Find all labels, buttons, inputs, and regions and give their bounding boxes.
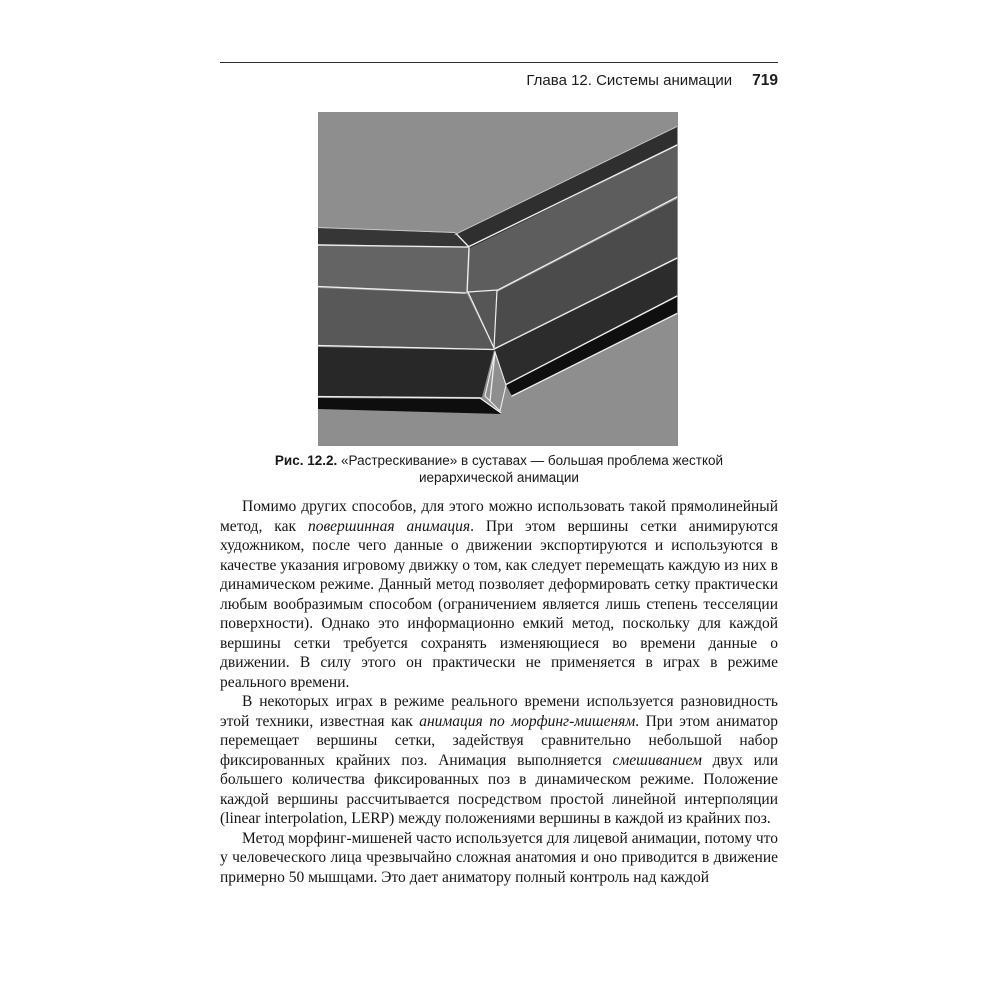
paragraph: Помимо других способов, для этого можно использовать такой прямолинейный метод, как повершинная анимация. При этом вершины сетки анимируются художником, после чего данные о движении экспортируются и используются в качестве указания игровому движку о том, как следует перемещать каждую из них в динамическом режиме. Данный метод позволяет деформировать сетку практически любым вообразимым способом (ограничением является лишь степень тесселяции поверхности). Однако это информационно емкий метод, поскольку для каждой вершины сетки требуется сохранять изменяющиеся во времени данные о движении. В силу этого он практически не применяется в играх в режиме реального времени. bbox=[220, 498, 778, 691]
figure-caption bbox=[264, 452, 734, 486]
forearm-top-face bbox=[318, 246, 469, 292]
chapter-title: Глава 12. Системы анимации bbox=[526, 72, 733, 89]
figure-caption-label: Рис. 12.2. bbox=[274, 453, 338, 468]
forearm-dark-band bbox=[318, 347, 494, 397]
forearm-front-face bbox=[318, 288, 494, 349]
header-rule bbox=[220, 62, 778, 63]
figure-12-2-image bbox=[318, 112, 678, 446]
figure-caption-text: «Растрескивание» в суставах — большая проблема жесткой иерархической анимации bbox=[341, 453, 724, 485]
paragraph: В некоторых играх в режиме реального времени используется разновидность этой техники, известная как анимация по морфинг-мишеням. При этом аниматор перемещает вершины сетки, задействуя сравнительно небольшой набор фиксированных крайних поз. Анимация выполняется смешиванием двух или большего количества фиксированных поз в динамическом режиме. Положение каждой вершины рассчитывается посредством простой линейной интерполяции (linear interpolation, LERP) между положениями вершины в каждой из крайних поз. bbox=[220, 693, 778, 827]
running-head bbox=[220, 71, 778, 91]
paragraph: Метод морфинг-мишеней часто используется для лицевой анимации, потому что у человеческого лица чрезвычайно сложная анатомия и оно приводится в движение примерно 50 мышцами. Это дает аниматору полный контроль над каждой bbox=[220, 829, 778, 886]
page-number: 719 bbox=[752, 72, 778, 89]
body-text bbox=[220, 497, 778, 887]
